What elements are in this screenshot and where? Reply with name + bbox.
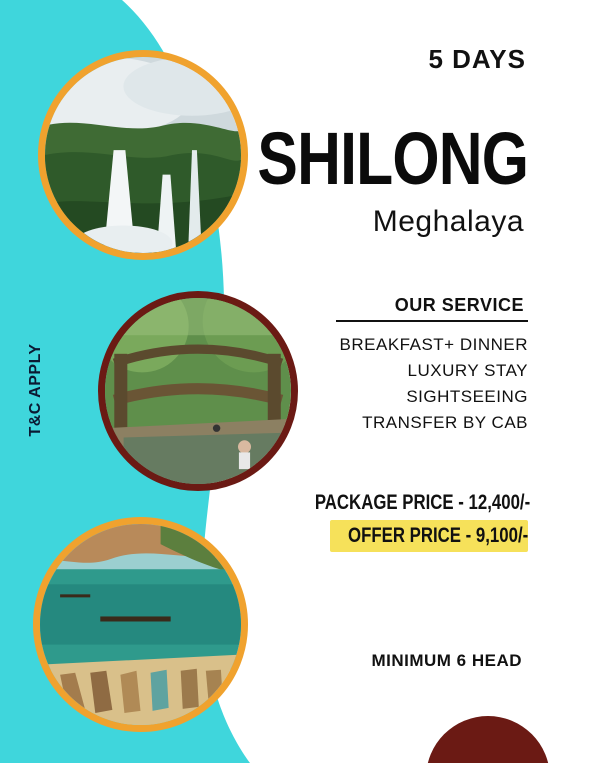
service-item: TRANSFER BY CAB — [362, 413, 528, 432]
root-bridge-photo — [98, 291, 298, 491]
waterfall-photo — [38, 50, 248, 260]
service-item: LUXURY STAY — [407, 361, 528, 380]
services-divider — [336, 320, 528, 322]
services-heading: OUR SERVICE — [394, 295, 524, 315]
destination-title: SHILONG — [257, 117, 528, 200]
river-boats-photo — [33, 517, 248, 732]
offer-price: OFFER PRICE - 9,100/- — [347, 524, 528, 547]
services-list — [340, 332, 528, 436]
region-subtitle: Meghalaya — [372, 205, 524, 238]
minimum-group-size: MINIMUM 6 HEAD — [371, 651, 522, 670]
package-price: PACKAGE PRICE - 12,400/- — [314, 491, 530, 514]
service-item: SIGHTSEEING — [406, 387, 528, 406]
service-item: BREAKFAST+ DINNER — [339, 335, 528, 354]
tc-apply-label: T&C APPLY — [27, 343, 44, 437]
duration-label: 5 DAYS — [428, 44, 526, 74]
